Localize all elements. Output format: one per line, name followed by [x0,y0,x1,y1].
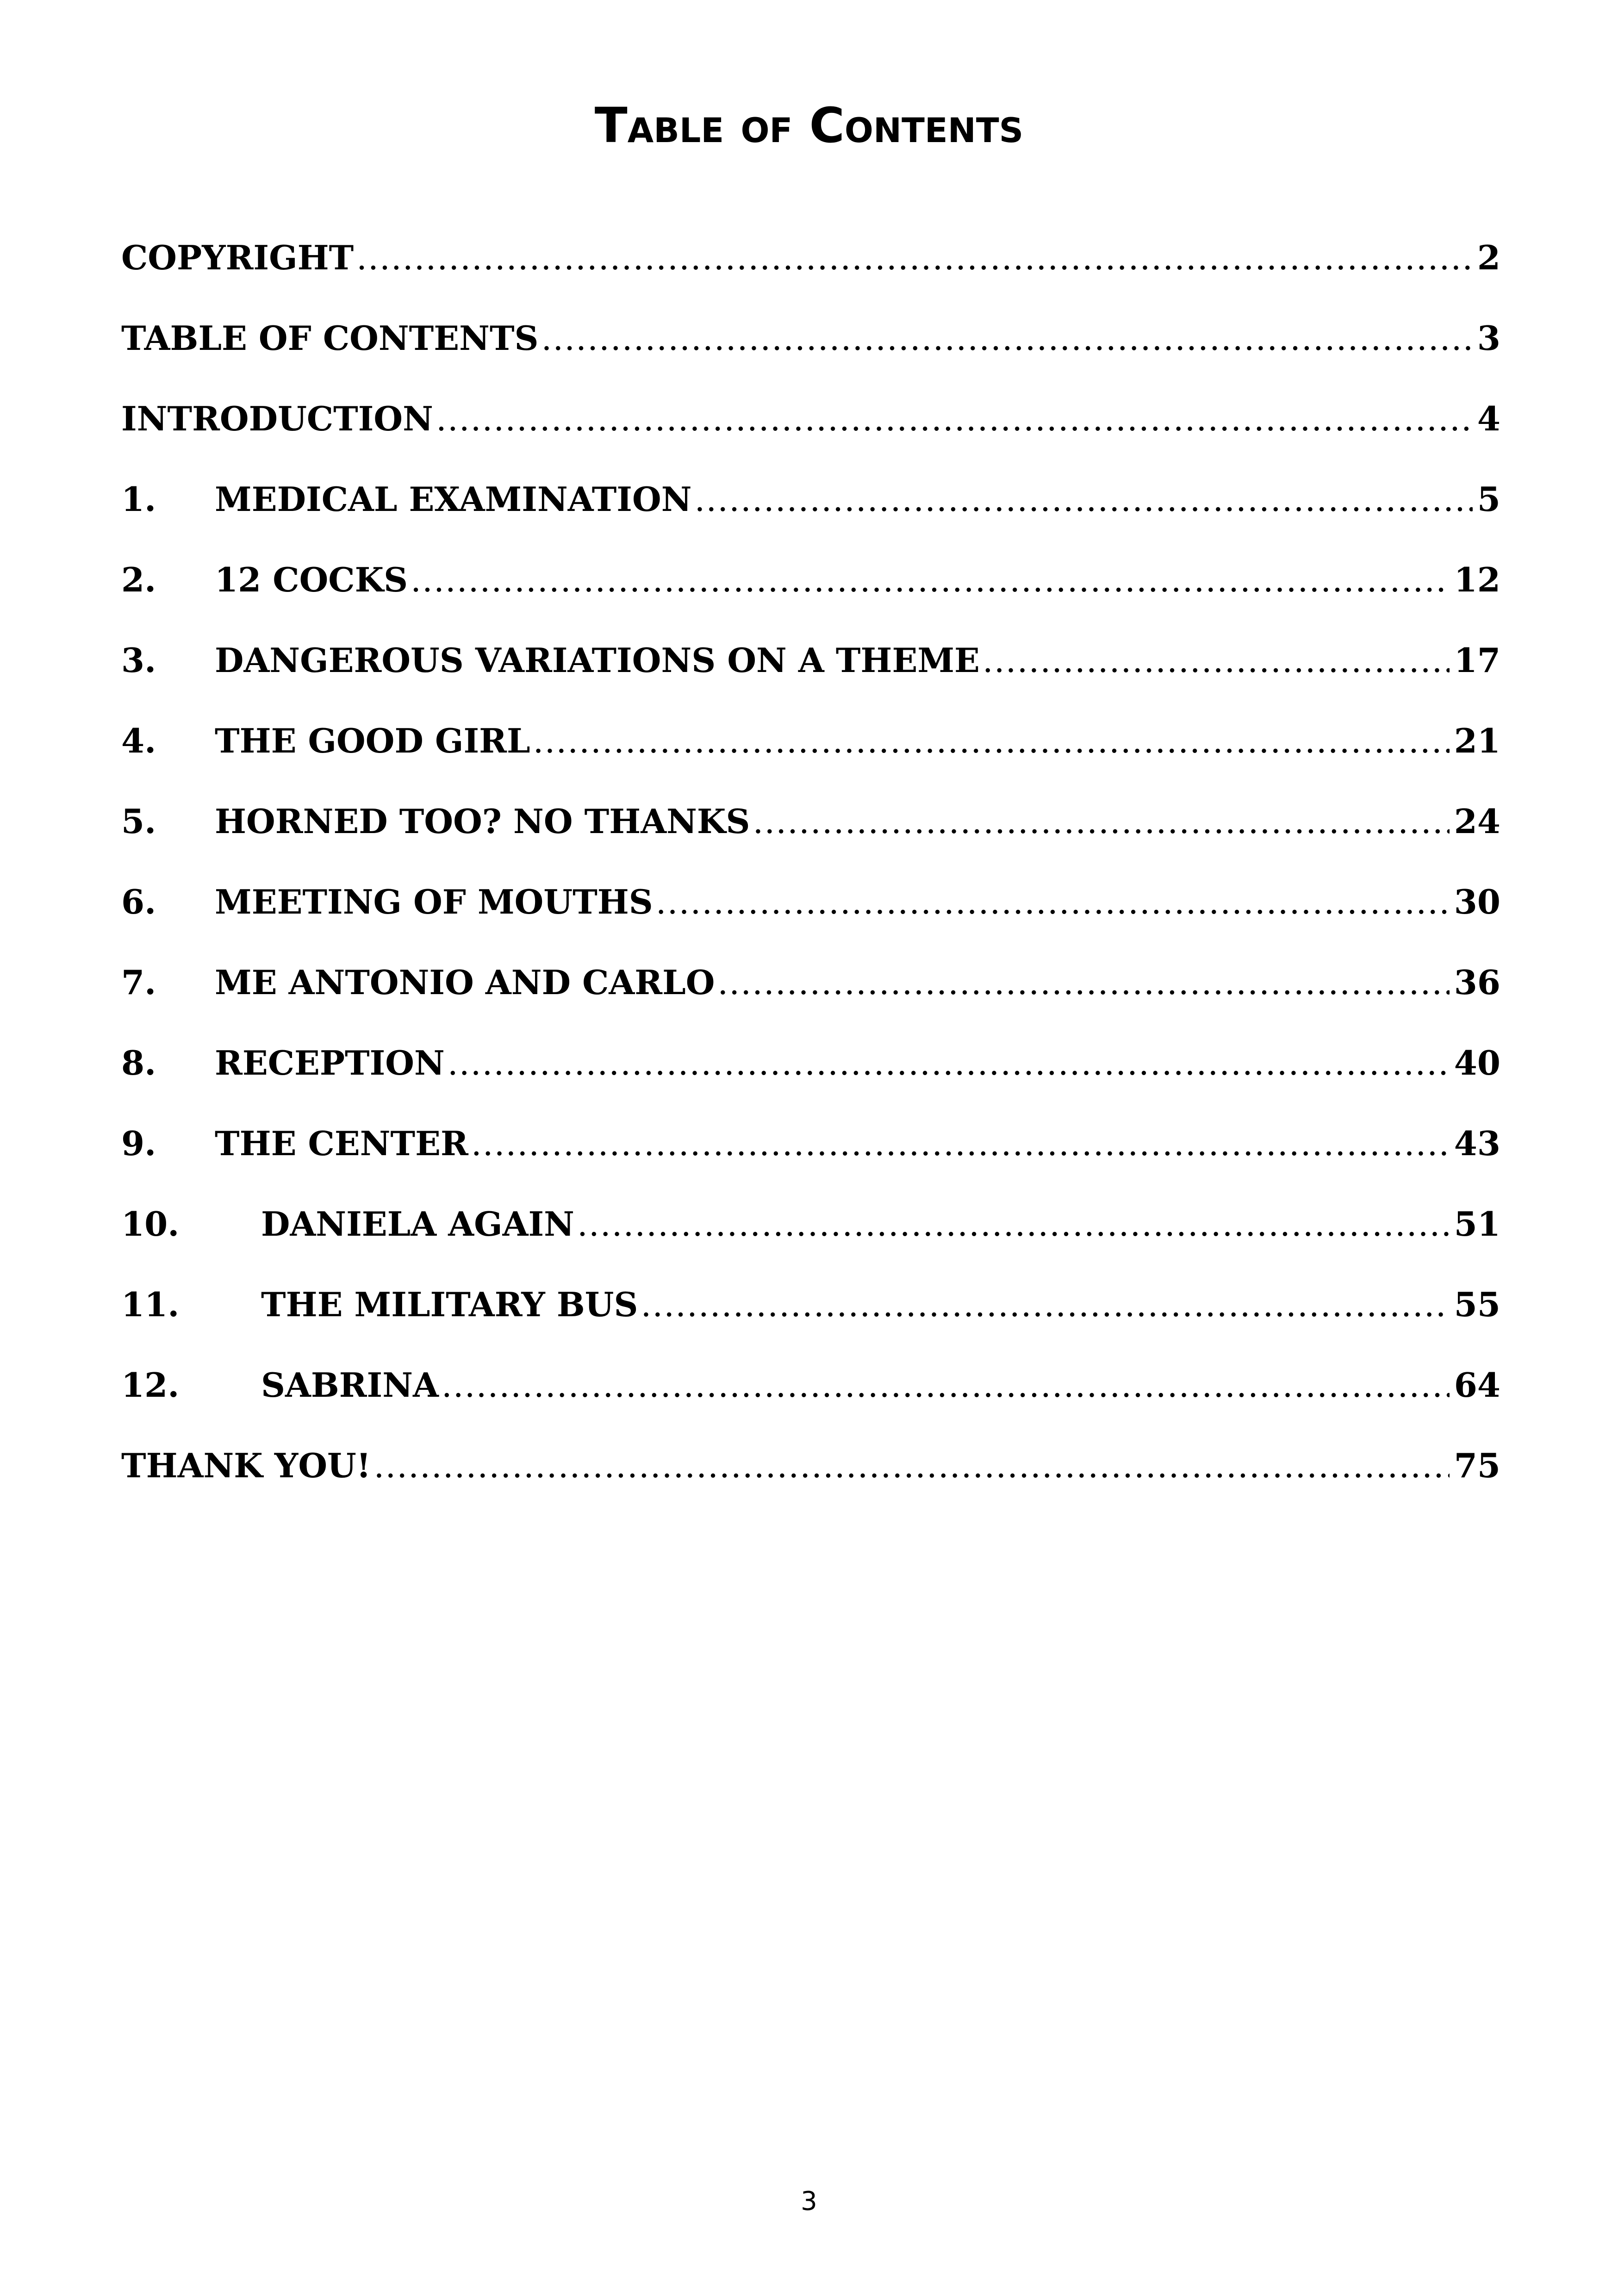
dot-leader [471,1117,1450,1170]
toc-entry-label: HORNED TOO? NO THANKS [215,802,750,841]
dot-leader [442,1359,1450,1412]
dot-leader [577,1198,1450,1251]
toc-entry-label: TABLE OF CONTENTS [121,318,539,358]
toc-entry-page: 55 [1454,1285,1500,1324]
toc-entry-chapter-1[interactable] [121,473,1500,554]
toc-entry-label: THE GOOD GIRL [215,721,530,760]
toc-entry-number: 8. [121,1043,156,1083]
page-title: Table of Contents [594,97,1024,154]
dot-leader [717,956,1449,1009]
toc-entry-chapter-11[interactable] [121,1278,1500,1359]
toc-entry-number: 6. [121,882,156,921]
toc-entry-page: 21 [1454,721,1500,760]
dot-leader [356,231,1473,284]
dot-leader [656,876,1450,928]
dot-leader [436,392,1473,445]
toc-entry-page: 43 [1454,1124,1500,1163]
toc-entry-page: 17 [1454,641,1500,680]
toc-entry-page: 75 [1454,1446,1500,1485]
dot-leader [983,634,1450,687]
toc-entry-chapter-7[interactable] [121,956,1500,1037]
toc-entry-chapter-6[interactable] [121,876,1500,956]
toc-entry-label: THANK YOU! [121,1446,371,1485]
toc-entry-label: DANGEROUS VARIATIONS ON A THEME [215,641,980,680]
toc-entry-label: SABRINA [261,1365,439,1405]
toc-entry-chapter-8[interactable] [121,1037,1500,1117]
page-number: 3 [801,2186,817,2216]
toc-entry-label: COPYRIGHT [121,238,354,277]
toc-entry-number: 3. [121,641,156,680]
toc-entry-chapter-2[interactable] [121,554,1500,634]
toc-entry-page: 12 [1454,560,1500,599]
toc-entry-copyright[interactable] [121,231,1500,312]
dot-leader [373,1439,1449,1492]
toc-entry-label: INTRODUCTION [121,399,433,438]
toc-entry-number: 4. [121,721,156,760]
table-of-contents [121,231,1500,1520]
toc-entry-page: 3 [1477,318,1500,358]
toc-entry-page: 24 [1454,802,1500,841]
dot-leader [541,312,1473,365]
toc-entry-chapter-4[interactable] [121,715,1500,795]
toc-entry-label: RECEPTION [215,1043,445,1083]
toc-entry-label: ME ANTONIO AND CARLO [215,963,715,1002]
toc-entry-number: 2. [121,560,156,599]
toc-entry-number: 11. [121,1285,180,1324]
toc-entry-label: MEETING OF MOUTHS [215,882,653,921]
toc-entry-page: 5 [1477,479,1500,519]
dot-leader [695,473,1473,526]
toc-entry-page: 2 [1477,238,1500,277]
toc-entry-number: 7. [121,963,156,1002]
dot-leader [411,554,1450,606]
toc-entry-chapter-5[interactable] [121,795,1500,876]
dot-leader [753,795,1450,848]
toc-entry-label: DANIELA AGAIN [261,1204,574,1244]
toc-entry-introduction[interactable] [121,392,1500,473]
toc-entry-page: 64 [1454,1365,1500,1405]
toc-entry-chapter-12[interactable] [121,1359,1500,1439]
dot-leader [533,715,1450,767]
toc-entry-number: 12. [121,1365,180,1405]
toc-entry-number: 9. [121,1124,156,1163]
dot-leader [641,1278,1449,1331]
toc-entry-chapter-3[interactable] [121,634,1500,715]
toc-entry-table-of-contents[interactable] [121,312,1500,392]
toc-entry-number: 10. [121,1204,180,1244]
toc-entry-chapter-10[interactable] [121,1198,1500,1278]
toc-entry-number: 5. [121,802,156,841]
dot-leader [448,1037,1450,1089]
toc-entry-chapter-9[interactable] [121,1117,1500,1198]
toc-entry-page: 40 [1454,1043,1500,1083]
toc-entry-page: 30 [1454,882,1500,921]
toc-entry-page: 36 [1454,963,1500,1002]
toc-entry-number: 1. [121,479,156,519]
toc-entry-label: 12 COCKS [215,560,408,599]
toc-entry-label: THE MILITARY BUS [261,1285,638,1324]
toc-entry-page: 4 [1477,399,1500,438]
toc-entry-page: 51 [1454,1204,1500,1244]
toc-entry-label: THE CENTER [215,1124,468,1163]
toc-entry-label: MEDICAL EXAMINATION [215,479,692,519]
toc-entry-thank-you[interactable] [121,1439,1500,1520]
